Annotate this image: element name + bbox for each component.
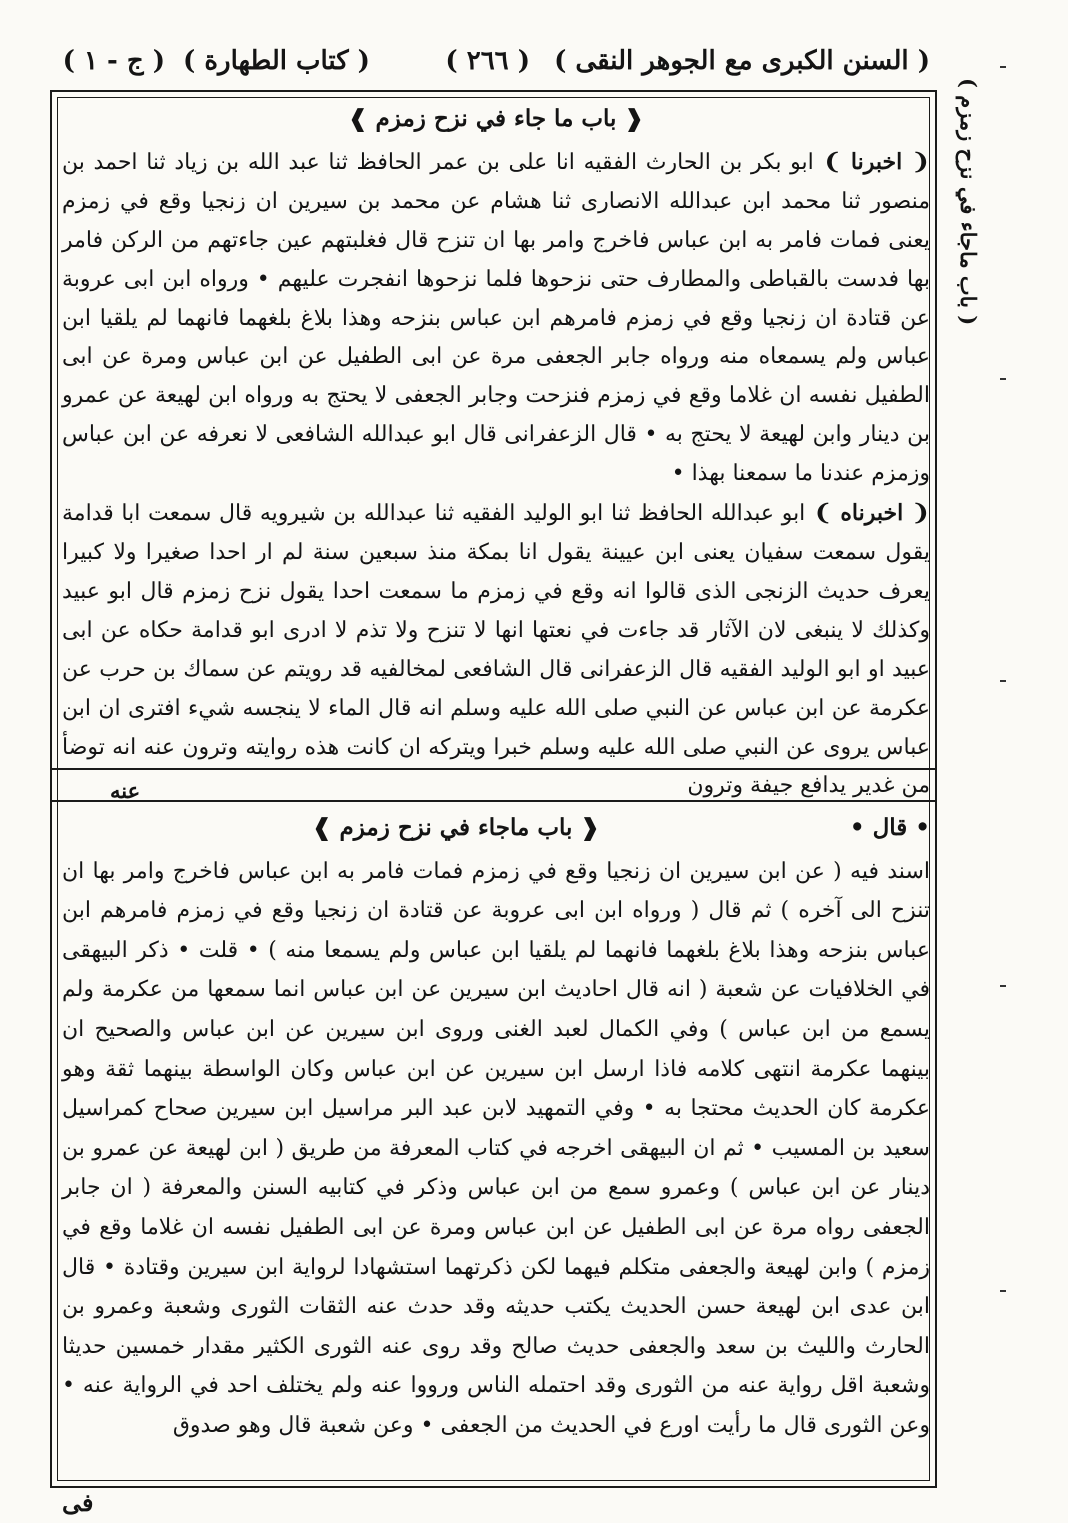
paragraph-text: ابو بكر بن الحارث الفقيه انا على بن عمر الحافظ ثنا عبد الله بن زياد ثنا احمد بن منصور ثنا محمد ابن عبدالله الانصارى ثنا هشام عن محمد بن سيرين ان زنجيا وقع في زمزم يعنى فمات فامر به ابن عباس فاخرج وامر بها ان تنزح قال فغلبتهم عين جاءتهم من الركن فامر بها فدست بالقباطى والمطارف حتى نزحوها فلما نزحوها انفجرت عليهم • ورواه ابن ابى عروبة عن قتادة ان زنجيا وقع في زمزم فامرهم ابن عباس بنزحه وهذا بلاغ بلغهما فانهما لم يلقيا ابن عباس ولم يسمعاه منه ورواه جابر الجعفى مرة عن ابى الطفيل عن ابن عباس ومرة عن ابى الطفيل نفسه ان غلاما وقع في زمزم فنزحت وجابر الجعفى لا يحتج به ورواه ابن لهيعة عن عمرو بن دينار وابن لهيعة لا يحتج به • قال الزعفرانى قال ابو عبدالله الشافعى لا نعرفه عن ابن عباس وزمزم عندنا ما سمعنا بهذا • [62,149,930,487]
section-title: ❰ باب ما جاء في نزح زمزم ❱ [348,105,644,132]
catchword: فى [62,1488,94,1517]
main-text [62,100,930,806]
section-title-text: باب ما جاء في نزح زمزم [375,105,617,132]
paragraph [62,143,930,494]
book-title: ( السنن الكبرى مع الجوهر النقى ) [554,46,930,76]
commentary-lead: • قال • [849,814,930,841]
scan-mark [1000,985,1006,987]
page-number: ( ٢٦٦ ) [445,46,530,76]
commentary-title: باب ماجاء في نزح زمزم [339,814,573,841]
paragraph-text: ابو عبدالله الحافظ ثنا ابو الوليد الفقيه ثنا عبدالله بن شيرويه قال سمعت ابا قدامة يقول سمعت سفيان يعنى ابن عيينة يقول انا بمكة منذ سبعين سنة لم ار احدا صغيرا ولا كبيرا يعرف حديث الزنجى الذى قالوا انه وقع في زمزم ما سمعت احدا يقول نزح زمزم قال ابو عبيد وكذلك لا ينبغى لان الآثار قد جاءت في نعتها انها لا تنزح ولا تذم لا ادرى ابو قدامة حكاه عن ابى عبيد او ابو الوليد الفقيه قال الزعفرانى قال الشافعى لمخالفيه قد رويتم عن سماك بن حرب عن عكرمة عن ابن عباس عن النبي صلى الله عليه وسلم انه قال الماء لا ينجسه شيء افترى ان ابن عباس يروى عن النبي صلى الله عليه وسلم خبرا ويتركه ان كانت هذه روايته وترون عنه انه توضأ من غدير يدافع جيفة وترون [62,501,931,799]
paragraph-lead: ❨ اخبرنا ❩ [813,148,930,175]
running-header [60,46,930,94]
scan-mark [1000,680,1006,682]
commentary-heading: • قال • ❰ باب ماجاء في نزح زمزم ❱ [62,808,930,848]
chapter-title: ( كتاب الطهارة ) [183,46,370,76]
scan-mark [1000,378,1006,380]
paragraph-lead: ❨ اخبرناه ❩ [805,500,930,527]
scan-mark [1000,1290,1006,1292]
volume-number: ( ج - ١ ) [62,46,165,76]
marginal-note: ( باب ماجاء في نزح زمزم ) [956,77,981,325]
commentary-paragraph: اسند فيه ( عن ابن سيرين ان زنجيا وقع في زمزم فمات فامر به ابن عباس فاخرج وامر بها ان تنزح الى آخره ) ثم قال ( ورواه ابن ابى عروبة عن قتادة ان زنجيا وقع في زمزم فامرهم ابن عباس بنزحه وهذا بلاغ بلغهما فانهما لم يلقيا ابن عباس ولم يسمعا منه ) • قلت • ذكر البيهقى في الخلافيات عن شعبة ( انه قال احاديث ابن سيرين عن ابن عباس انما سمعها من عكرمة ولم يسمع من ابن عباس ) وفي الكمال لعبد الغنى وروى ابن سيرين عن ابن عباس والصحيح ان بينهما عكرمة انتهى كلامه فاذا ارسل ابن سيرين عن ابن عباس وكان الواسطة بينهما ثقة وهو عكرمة كان الحديث محتجا به • وفي التمهيد لابن عبد البر مراسيل ابن سيرين صحاح كمراسيل سعيد بن المسيب • ثم ان البيهقى اخرجه في كتاب المعرفة من طريق ( ابن لهيعة عن عمرو بن دينار عن ابن عباس ) وعمرو سمع من ابن عباس وذكر في كتابيه السنن والمعرفة ( ان جابر الجعفى رواه مرة عن ابى الطفيل عن ابن عباس ومرة عن ابى الطفيل نفسه ان غلاما وقع في زمزم ) وابن لهيعة والجعفى متكلم فيهما لكن ذكرتهما استشهادا لرواية ابن سيرين وقتادة • قال ابن عدى ابن لهيعة حسن الحديث يكتب حديثه وقد حدث عنه الثقات الثورى وشعبة وعمرو بن الحارث والليث بن سعد والجعفى حديث صالح وقد روى عنه الثورى الكثير مقدار خمسين حديثا وشعبة اقل رواية عنه من الثورى وقد احتمله الناس ورووا عنه ولم يختلف احد في الرواية عنه • وعن الثورى قال ما رأيت اورع في الحديث من الجعفى • وعن شعبة قال وهو صدوق [62,858,930,1438]
paragraph [62,494,930,806]
continuation-word: عنه [110,778,141,803]
scan-mark [1000,66,1006,68]
commentary-text [62,808,930,1446]
